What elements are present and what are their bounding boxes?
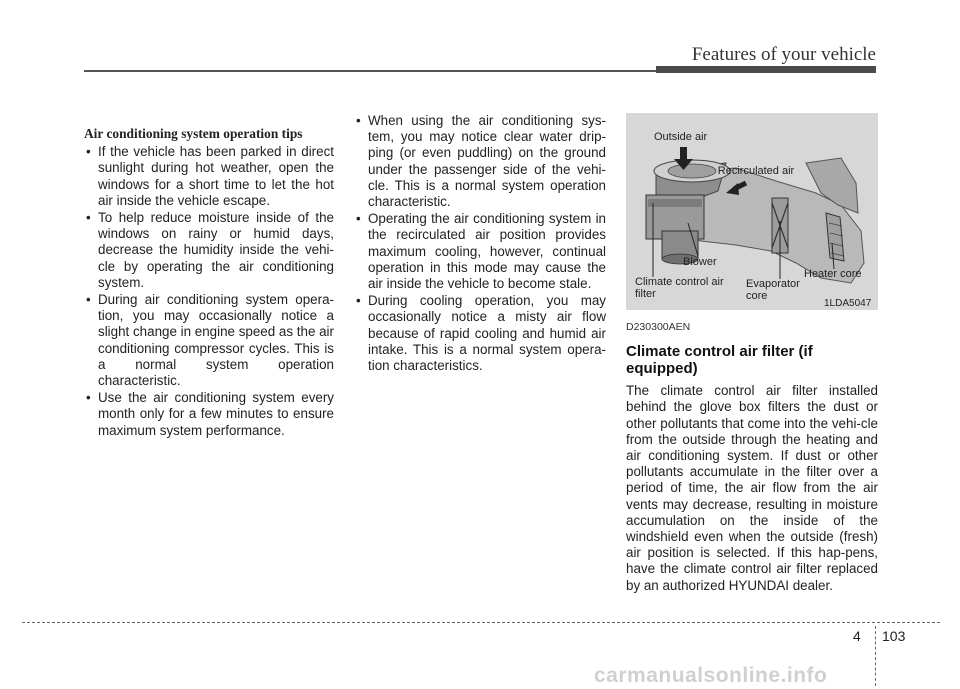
tip-item: • During air conditioning system opera-tion, you may occasionally notice a slight change in engine speed as the air conditioning compressor cycles. This is a normal system operation characteristic. xyxy=(84,292,334,389)
label-evaporator-core: Evaporator core xyxy=(746,278,800,302)
header-rule xyxy=(84,70,656,72)
header-bar xyxy=(656,66,876,73)
section-heading: Climate control air filter (if equipped) xyxy=(626,343,813,378)
tip-item: • When using the air conditioning sys-tem, you may notice clear water drip-ping (or even puddling) on the ground under the passenger side of the vehi-cle. This is a normal system operation characteristic. xyxy=(354,113,606,210)
label-recirculated-air: Recirculated air xyxy=(717,165,795,177)
section-body: The climate control air filter installed behind the glove box filters the dust or other pollutants that come into the vehi-cle from the outside through the heating and air conditioning system. If dust or other pollutants accumulate in the filter over a period of time, the air flow from the air vents may decrease, resulting in moisture accumulation on the inside of the windshield even when the outside (fresh) air position is selected. If this hap-pens, have the climate control air filter replaced by an authorized HYUNDAI dealer. xyxy=(626,383,878,593)
column-left xyxy=(84,126,334,440)
section-header-title: Features of your vehicle xyxy=(691,44,876,65)
tips-list-left xyxy=(84,144,334,439)
tips-list-middle xyxy=(354,113,606,374)
footer-divider xyxy=(875,626,876,686)
label-outside-air: Outside air xyxy=(654,131,708,143)
tip-item: • To help reduce moisture inside of the windows on rainy or humid days, decrease the humidity inside the vehi-cle by operating the air conditioning system. xyxy=(84,210,334,291)
tip-item: • Use the air conditioning system every month only for a few minutes to ensure maximum system performance. xyxy=(84,390,334,439)
footer-rule xyxy=(22,622,940,623)
page-number: 103 xyxy=(882,628,906,644)
tips-title: Air conditioning system operation tips xyxy=(84,126,303,141)
figure-code: 1LDA5047 xyxy=(824,298,872,309)
chapter-number: 4 xyxy=(853,628,861,644)
label-blower: Blower xyxy=(683,256,717,268)
label-heater-core: Heater core xyxy=(804,268,862,280)
section-code: D230300AEN xyxy=(626,321,691,333)
tip-item: • If the vehicle has been parked in direct sunlight during hot weather, open the windows for a short time to let the hot air inside the vehicle escape. xyxy=(84,144,334,209)
watermark: carmanualsonline.info xyxy=(594,664,828,687)
column-right xyxy=(626,113,878,594)
tip-item: • During cooling operation, you may occasionally notice a misty air flow because of rapid cooling and humid air intake. This is a normal system opera-tion characteristics. xyxy=(354,293,606,374)
column-middle xyxy=(354,113,606,375)
tip-item: • Operating the air conditioning system in the recirculated air position provides maximum cooling, however, continual operation in this mode may cause the air inside the vehicle to become stale. xyxy=(354,211,606,292)
label-climate-control-air-filter: Climate control air filter xyxy=(635,276,724,300)
hvac-diagram xyxy=(626,113,878,310)
